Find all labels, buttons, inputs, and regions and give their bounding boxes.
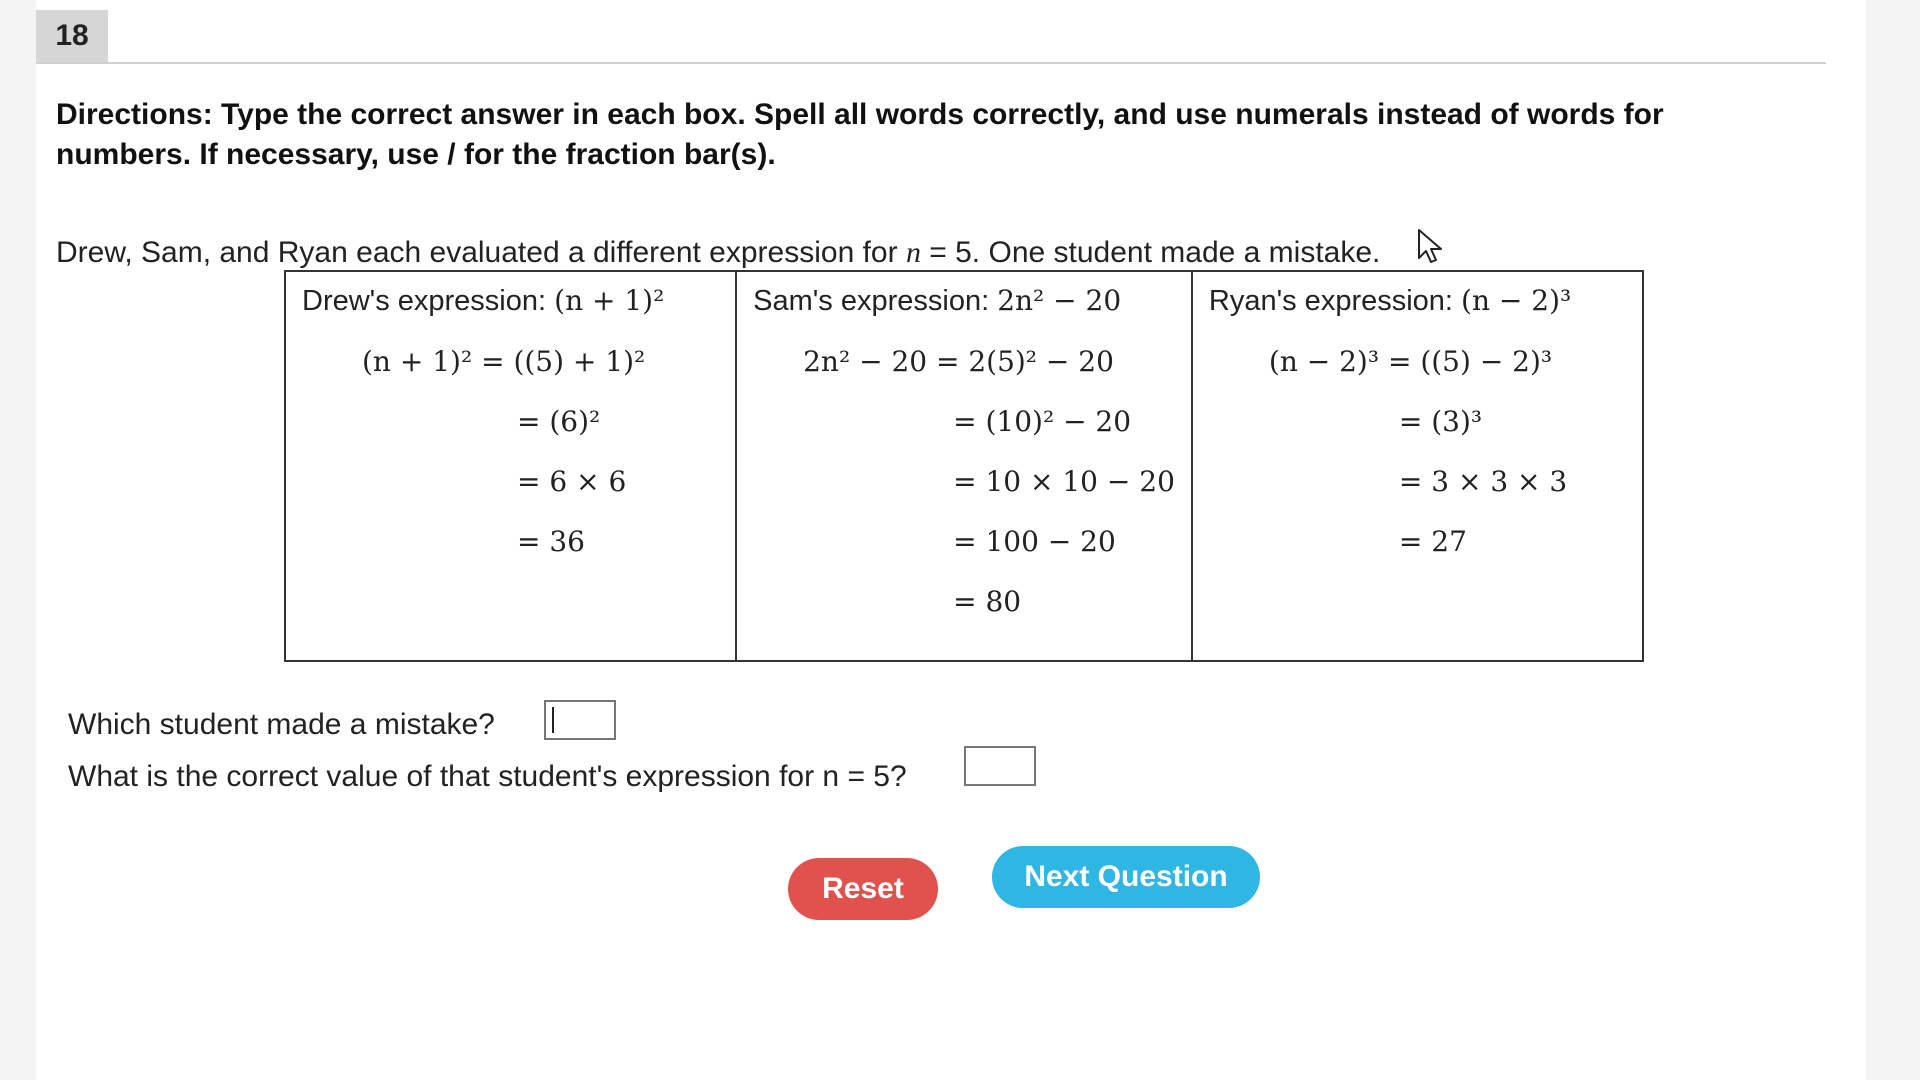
reset-button[interactable]: Reset [788,858,938,920]
question-number: 18 [36,10,108,62]
ryan-step: = (3)³ [1398,405,1483,438]
sam-title-label: Sam's expression: [753,285,990,317]
sam-title [753,284,1175,318]
problem-variable: n [905,236,921,269]
correct-value-input[interactable] [964,746,1036,786]
drew-step: (n + 1)² = ((5) + 1)² [362,345,646,378]
ryan-step: = 27 [1398,525,1467,558]
mouse-pointer-icon [1416,228,1446,264]
sam-title-expression: 2n² − 20 [997,284,1122,317]
directions: Directions: Type the correct answer in each box. Spell all words correctly, and use numerals instead of words for numbers. If necessary, use / for the fraction bar(s). [56,98,1664,171]
ryan-title-expression: (n − 2)³ [1461,284,1572,317]
next-question-button[interactable]: Next Question [992,846,1260,908]
mistake-student-input[interactable] [544,700,616,740]
ryan-step: (n − 2)³ = ((5) − 2)³ [1268,345,1553,378]
drew-title [302,284,719,318]
question-header [36,10,1826,64]
drew-title-expression: (n + 1)² [554,284,665,317]
drew-step: = 6 × 6 [517,465,627,498]
question-value-label: What is the correct value of that student's expression for n = 5? [68,760,907,793]
sam-column [737,272,1193,660]
drew-step: = 36 [517,525,585,558]
drew-column [286,272,737,660]
ryan-step: = 3 × 3 × 3 [1398,465,1568,498]
expressions-table [284,270,1644,662]
problem-text-after: = 5. One student made a mistake. [920,236,1381,269]
drew-title-label: Drew's expression: [302,285,547,317]
sam-step: = 100 − 20 [953,525,1116,558]
ryan-column [1193,272,1642,660]
problem-text-before: Drew, Sam, and Ryan each evaluated a different expression for [56,236,906,269]
sam-step: = 10 × 10 − 20 [953,465,1175,498]
problem-statement [56,236,1380,270]
sam-step: = 80 [953,585,1022,618]
text-caret [552,707,554,733]
sam-step: 2n² − 20 = 2(5)² − 20 [803,345,1114,378]
sam-step: = (10)² − 20 [953,405,1132,438]
question-page [36,0,1866,1080]
drew-step: = (6)² [517,405,601,438]
ryan-title-label: Ryan's expression: [1208,285,1453,317]
question-mistake-label: Which student made a mistake? [68,708,495,741]
ryan-title [1209,284,1626,318]
